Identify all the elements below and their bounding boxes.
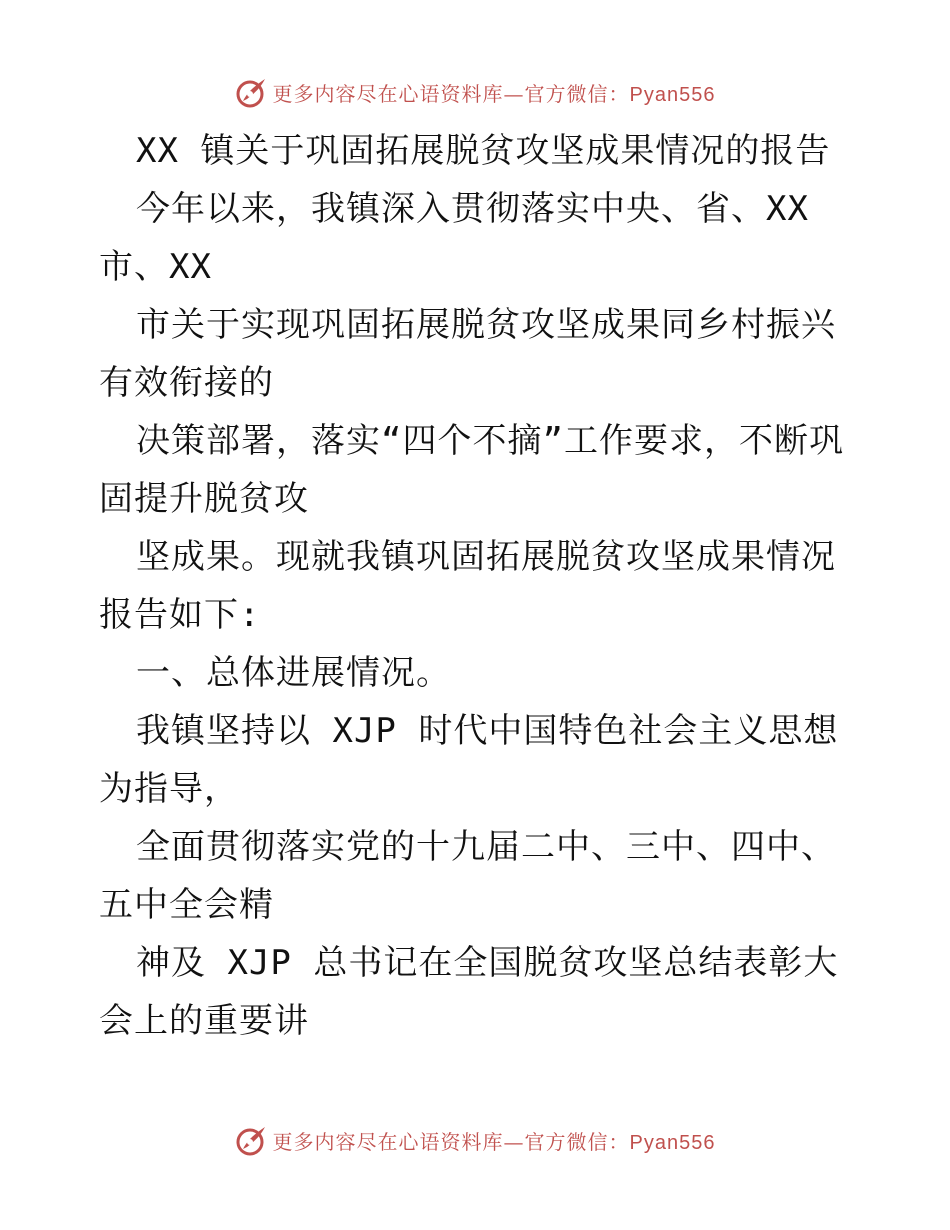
paragraph-7: 全面贯彻落实党的十九届二中、三中、四中、五中全会精 [99,827,836,925]
paragraph-6: 我镇坚持以 XJP 时代中国特色社会主义思想为指导， [99,711,839,809]
section-heading-1: 一、总体进展情况。 [136,653,451,693]
banner-account: Pyan556 [629,1131,716,1154]
document-title: XX 镇关于巩固拓展脱贫攻坚成果情况的报告 [136,131,831,171]
banner-text: 更多内容尽在心语资料库—官方微信：Pyan556 [272,81,716,106]
banner-account: Pyan556 [629,83,716,106]
quill-circle-logo-icon [235,1123,269,1157]
paragraph-4: 决策部署，落实“四个不摘”工作要求，不断巩固提升脱贫攻 [99,421,844,519]
paragraph-8: 神及 XJP 总书记在全国脱贫攻坚总结表彰大会上的重要讲 [99,943,839,1041]
paragraph-3: 市关于实现巩固拓展脱贫攻坚成果同乡村振兴有效衔接的 [99,305,836,403]
footer-watermark-banner [0,1120,950,1160]
header-watermark-banner [0,72,950,112]
document-body [99,122,859,1050]
paragraph-5: 坚成果。现就我镇巩固拓展脱贫攻坚成果情况报告如下: [99,537,836,635]
quill-circle-logo-icon [235,75,269,109]
banner-text: 更多内容尽在心语资料库—官方微信：Pyan556 [272,1129,716,1154]
paragraph-2: 市、XX [99,247,212,287]
paragraph-1: 今年以来，我镇深入贯彻落实中央、省、XX [136,189,809,229]
